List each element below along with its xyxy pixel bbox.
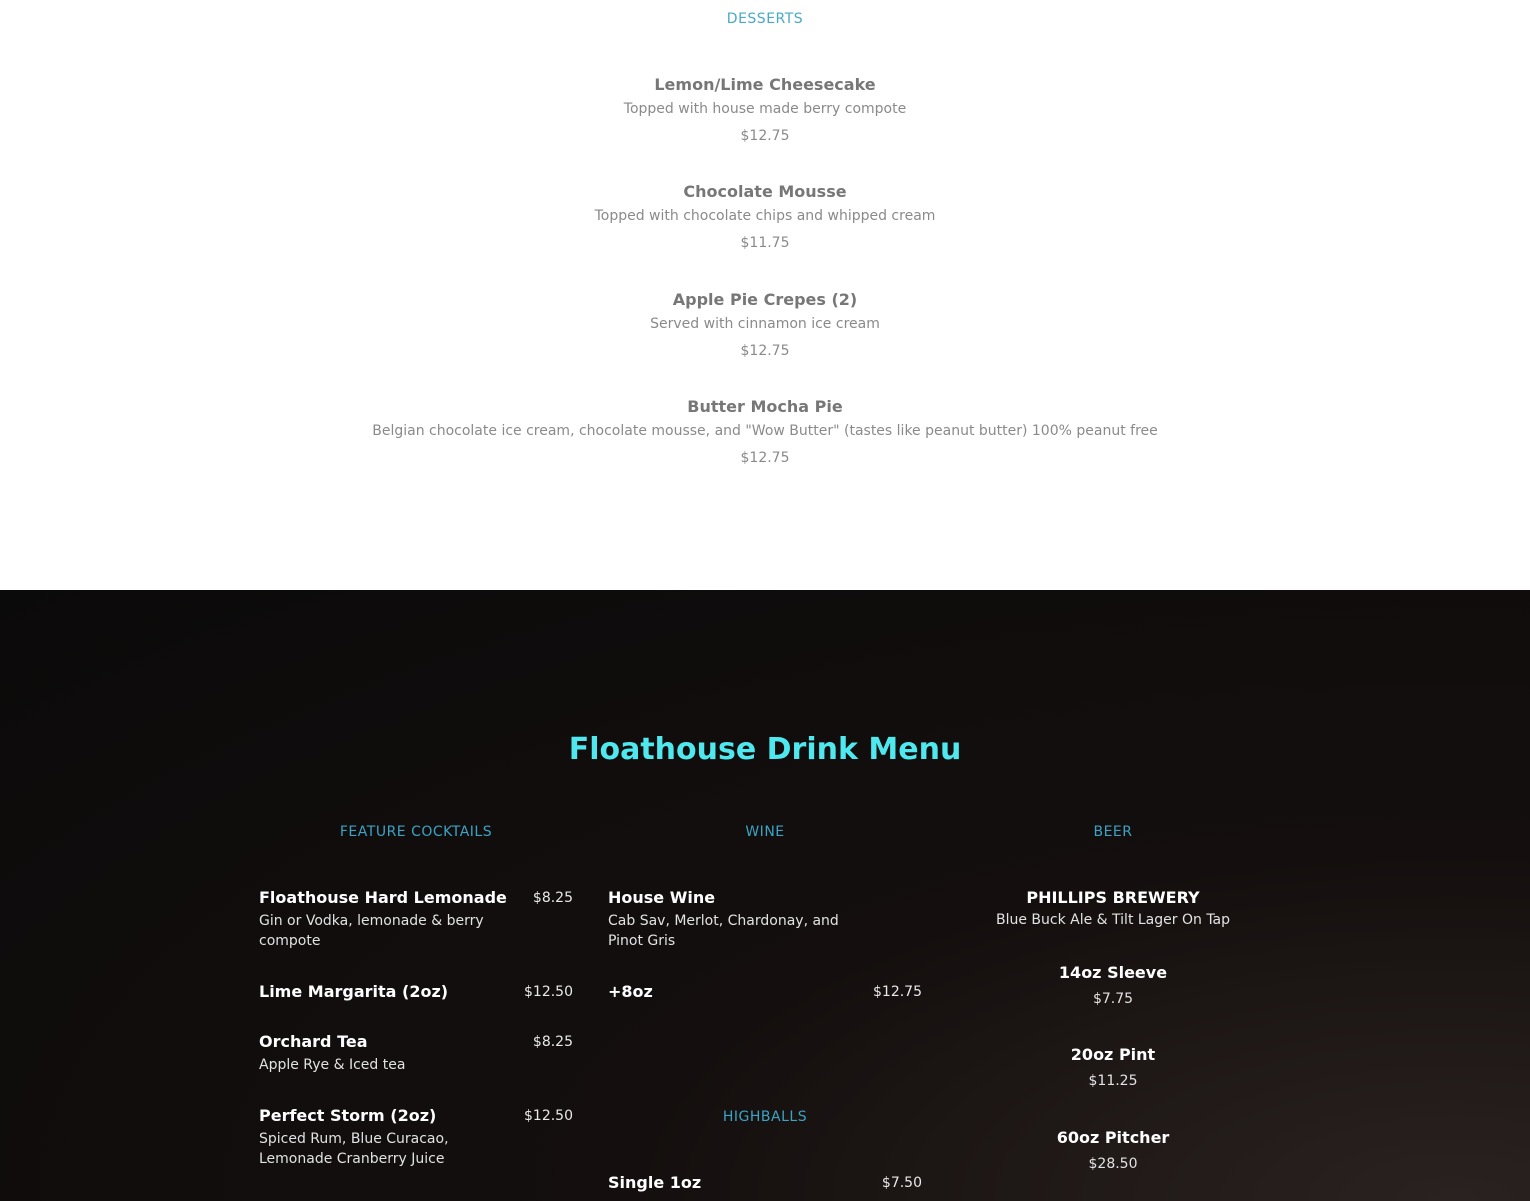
wine-item [608, 982, 922, 1002]
beer-size-item [938, 963, 1288, 1009]
cocktail-item [259, 888, 573, 951]
highball-item [608, 1173, 922, 1193]
drink-menu-title: Floathouse Drink Menu [568, 732, 962, 767]
dessert-name: Butter Mocha Pie [687, 397, 843, 416]
brewery-name: PHILLIPS BREWERY [1026, 888, 1200, 907]
highballs-heading: HIGHBALLS [722, 1109, 808, 1125]
wine-name: House Wine [608, 888, 716, 907]
dessert-description: Served with cinnamon ice cream [650, 316, 880, 332]
beer-size-item [938, 1045, 1288, 1091]
cocktail-name: Floathouse Hard Lemonade [259, 888, 507, 907]
beer-size-price: $11.25 [1088, 1073, 1138, 1089]
cocktail-price: $12.50 [524, 984, 573, 1000]
beer-size-item [938, 1128, 1288, 1174]
cocktail-name: Orchard Tea [259, 1032, 368, 1051]
dessert-name: Lemon/Lime Cheesecake [654, 75, 876, 94]
beer-size-name: 20oz Pint [1070, 1045, 1156, 1064]
cocktail-item [259, 982, 573, 1002]
dessert-item [0, 290, 1530, 360]
dessert-item [0, 75, 1530, 145]
dessert-description: Topped with house made berry compote [623, 101, 907, 117]
highball-name: Single 1oz [608, 1173, 702, 1192]
cocktail-description: Gin or Vodka, lemonade & berry compote [259, 913, 484, 949]
cocktails-heading: FEATURE COCKTAILS [339, 824, 493, 840]
wine-description: Cab Sav, Merlot, Chardonay, and Pinot Gris [608, 913, 839, 949]
desserts-heading: DESSERTS [726, 11, 804, 27]
highball-price: $7.50 [881, 1175, 922, 1191]
cocktail-price: $8.25 [532, 890, 573, 906]
beer-size-price: $28.50 [1088, 1156, 1138, 1172]
cocktail-description: Spiced Rum, Blue Curacao, Lemonade Cranberry Juice [259, 1131, 449, 1167]
dessert-price: $12.75 [740, 128, 790, 144]
wine-heading: WINE [745, 824, 785, 840]
dessert-name: Apple Pie Crepes (2) [672, 290, 858, 309]
brewery-item [938, 888, 1288, 930]
dessert-price: $12.75 [740, 450, 790, 466]
wine-item [608, 888, 922, 951]
wine-price: $12.75 [873, 984, 922, 1000]
wine-name: +8oz [608, 982, 653, 1001]
cocktail-price: $8.25 [532, 1034, 573, 1050]
cocktail-name: Perfect Storm (2oz) [259, 1106, 437, 1125]
desserts-section [0, 0, 1530, 590]
beer-size-name: 14oz Sleeve [1058, 963, 1168, 982]
drink-menu-section [0, 590, 1530, 1201]
cocktail-item [259, 1106, 573, 1169]
dessert-price: $11.75 [740, 235, 790, 251]
cocktail-name: Lime Margarita (2oz) [259, 982, 449, 1001]
dessert-item [0, 397, 1530, 467]
dessert-item [0, 182, 1530, 252]
dessert-description: Topped with chocolate chips and whipped cream [594, 208, 936, 224]
dessert-name: Chocolate Mousse [683, 182, 847, 201]
beer-size-price: $7.75 [1092, 991, 1134, 1007]
beer-size-name: 60oz Pitcher [1056, 1128, 1170, 1147]
dessert-description: Belgian chocolate ice cream, chocolate mousse, and "Wow Butter" (tastes like peanut butter) 100% peanut free [372, 423, 1158, 439]
dessert-price: $12.75 [740, 343, 790, 359]
beer-heading: BEER [1093, 824, 1133, 840]
cocktail-price: $12.50 [524, 1108, 573, 1124]
cocktail-description: Apple Rye & Iced tea [259, 1057, 406, 1073]
cocktail-item [259, 1032, 573, 1075]
brewery-description: Blue Buck Ale & Tilt Lager On Tap [995, 912, 1231, 928]
